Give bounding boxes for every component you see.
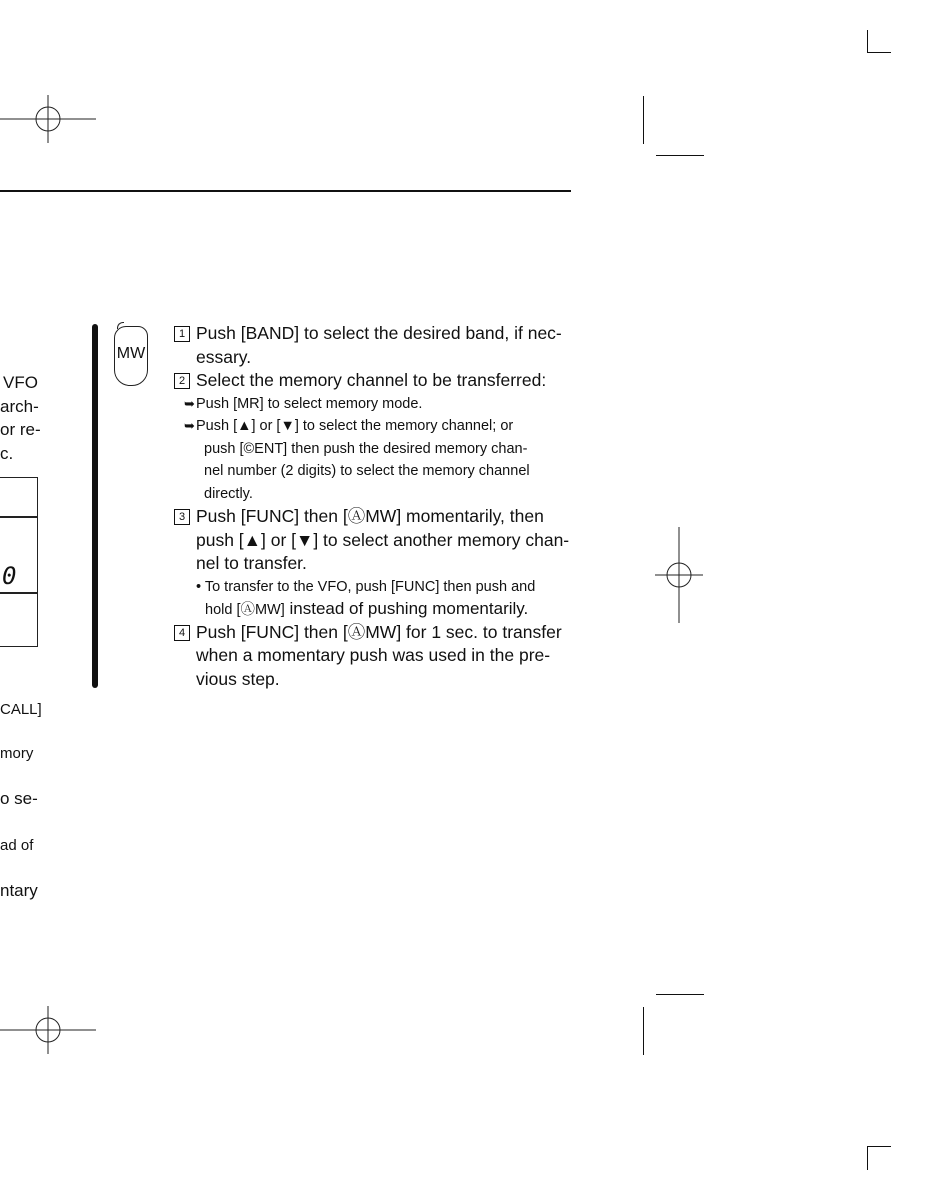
- registration-mark-icon: [0, 1006, 100, 1056]
- step-text: Select the memory channel to be transferred:: [196, 370, 547, 390]
- left-text-fragment: ad of: [0, 837, 34, 854]
- step-text-cont: vious step.: [196, 668, 280, 689]
- trim-mark: [643, 96, 644, 144]
- note-bullet: [174, 576, 572, 621]
- trim-mark: [643, 1007, 644, 1055]
- left-text-fragment: arch-: [0, 397, 39, 416]
- step-number: 2: [174, 373, 190, 389]
- substep-text-cont: directly.: [204, 485, 253, 502]
- note-text: hold [ⒶMW]: [205, 601, 285, 618]
- step-text: Push [FUNC] then [ⒶMW] for 1 sec. to transfer: [196, 621, 562, 642]
- step-number: 1: [174, 326, 190, 342]
- step-number: 4: [174, 625, 190, 641]
- registration-mark-icon: [655, 527, 705, 625]
- note-text: • To transfer to the VFO, push [FUNC] then push and: [196, 578, 536, 595]
- crop-mark: [867, 1146, 868, 1170]
- section-bar: [92, 324, 98, 688]
- step-1: [174, 322, 572, 369]
- mw-key-icon: [114, 326, 148, 386]
- substep: [174, 393, 572, 416]
- left-text-fragment: mory: [0, 745, 34, 762]
- left-text-fragment: o se-: [0, 789, 38, 808]
- trim-mark: [656, 155, 704, 156]
- step-2: [174, 369, 572, 393]
- lcd-divider: [0, 592, 37, 594]
- crop-mark: [867, 52, 891, 53]
- step-text: Push [BAND] to select the desired band, if nec-: [196, 323, 562, 343]
- step-text-cont: nel to transfer.: [196, 553, 307, 573]
- left-text-fragment: c.: [0, 444, 14, 463]
- substep-text-cont: push [©ENT] then push the desired memory chan-: [204, 440, 528, 457]
- step-text-cont: when a momentary push was used in the pre-: [196, 645, 551, 665]
- left-text-fragment: CALL]: [0, 701, 42, 718]
- header-rule: [0, 190, 571, 192]
- left-text-fragment: or re-: [0, 420, 41, 439]
- substep-text: Push [MR] to select memory mode.: [196, 395, 423, 412]
- lcd-display-fragment: [0, 477, 38, 647]
- arrow-icon: ➥: [184, 418, 195, 433]
- key-label: MW: [116, 345, 146, 362]
- step-text: Push [FUNC] then [ⒶMW] momentarily, then: [196, 506, 544, 526]
- step-4: [174, 621, 572, 692]
- registration-mark-icon: [0, 95, 100, 145]
- left-text-fragment: ntary: [0, 881, 38, 900]
- left-text-fragment: VFO: [3, 373, 38, 392]
- step-text-cont: push [▲] or [▼] to select another memory chan-: [196, 529, 570, 550]
- substep: [174, 415, 572, 505]
- lcd-divider: [0, 516, 37, 518]
- step-number: 3: [174, 509, 190, 525]
- substep-text-cont: nel number (2 digits) to select the memory channel: [204, 463, 530, 479]
- step-text-cont: essary.: [196, 346, 252, 367]
- trim-mark: [656, 994, 704, 995]
- instruction-steps: [174, 322, 572, 691]
- crop-mark: [867, 30, 868, 52]
- key-tab-icon: [117, 322, 124, 329]
- crop-mark: [867, 1146, 891, 1147]
- arrow-icon: ➥: [184, 395, 195, 411]
- step-3: [174, 505, 572, 576]
- substep-text: Push [▲] or [▼] to select the memory channel; or: [196, 418, 514, 434]
- lcd-digit: 0: [2, 562, 17, 590]
- note-text: instead of pushing momentarily.: [284, 598, 529, 618]
